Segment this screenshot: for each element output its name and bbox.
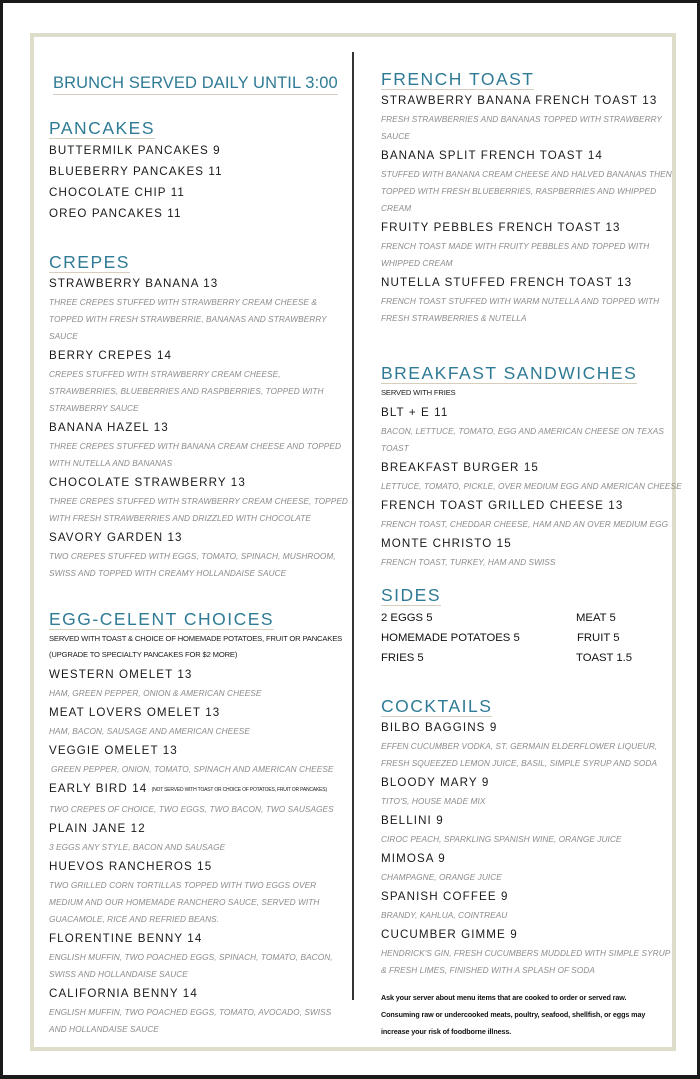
menu-item-description: FRENCH TOAST STUFFED WITH WARM NUTELLA AND TOPPED WITH FRESH STRAWBERRIES & NUTELLA (381, 296, 660, 323)
menu-item: CUCUMBER GIMME 9 (381, 928, 518, 941)
side-item: MEAT 5 (576, 612, 616, 624)
brunch-hours-title: BRUNCH SERVED DAILY UNTIL 3:00 (53, 73, 338, 95)
menu-item: BILBO BAGGINS 9 (381, 721, 498, 734)
menu-item-description: FRENCH TOAST, CHEDDAR CHEESE, HAM AND AN OVER MEDIUM EGG (381, 519, 669, 529)
menu-item-description: TWO CREPES OF CHOICE, TWO EGGS, TWO BACON, TWO SAUSAGES (49, 804, 334, 814)
menu-item: MONTE CHRISTO 15 (381, 537, 512, 550)
menu-item-description: CIROC PEACH, SPARKLING SPANISH WINE, ORANGE JUICE (381, 834, 622, 844)
menu-item-description: EFFEN CUCUMBER VODKA, ST. GERMAIN ELDERFLOWER LIQUEUR, FRESH SQUEEZED LEMON JUICE, BASIL, SIMPLE SYRUP AND SODA (381, 741, 658, 768)
section-note: (UPGRADE TO SPECIALTY PANCAKES FOR $2 MORE) (49, 650, 238, 659)
menu-item: STRAWBERRY BANANA FRENCH TOAST 13 (381, 94, 658, 107)
menu-item-description: BACON, LETTUCE, TOMATO, EGG AND AMERICAN CHEESE ON TEXAS TOAST (381, 426, 664, 453)
side-item: HOMEMADE POTATOES 5 (381, 632, 520, 644)
menu-item: SAVORY GARDEN 13 (49, 531, 183, 544)
menu-item-description: HAM, BACON, SAUSAGE AND AMERICAN CHEESE (49, 726, 250, 736)
menu-item: FRUITY PEBBLES FRENCH TOAST 13 (381, 221, 621, 234)
menu-item: BLT + E 11 (381, 406, 449, 419)
section-note: SERVED WITH TOAST & CHOICE OF HOMEMADE POTATOES, FRUIT OR PANCAKES (49, 634, 343, 643)
section-breakfast-sandwiches (381, 363, 682, 571)
section-sides (381, 585, 673, 668)
menu-item-description: HENDRICK'S GIN, FRESH CUCUMBERS MUDDLED WITH SIMPLE SYRUP & FRESH LIMES, FINISHED WITH A SPLASH OF SODA (381, 948, 671, 975)
side-item: FRIES 5 (381, 652, 424, 664)
menu-item-description: STUFFED WITH BANANA CREAM CHEESE AND HALVED BANANAS THEN TOPPED WITH FRESH BLUEBERRIES, RASPBERRIES AND WHIPPED CREAM (381, 169, 672, 213)
menu-item-description: THREE CREPES STUFFED WITH STRAWBERRY CREAM CHEESE, TOPPED WITH FRESH STRAWBERRIES AND DRIZZLED WITH CHOCOLATE (49, 496, 348, 523)
menu-item: BANANA SPLIT FRENCH TOAST 14 (381, 149, 603, 162)
menu-item: NUTELLA STUFFED FRENCH TOAST 13 (381, 276, 633, 289)
menu-item-description: FRENCH TOAST MADE WITH FRUITY PEBBLES AND TOPPED WITH WHIPPED CREAM (381, 241, 650, 268)
disclaimer-line: increase your risk of foodborne illness. (381, 1027, 512, 1036)
menu-item-description: GREEN PEPPER, ONION, TOMATO, SPINACH AND AMERICAN CHEESE (51, 764, 334, 774)
section-title: CREPES (49, 252, 130, 272)
section-french-toast (381, 69, 673, 327)
section-note: SERVED WITH FRIES (381, 388, 456, 397)
section-title: EGG-CELENT CHOICES (49, 609, 275, 629)
menu-item: BELLINI 9 (381, 814, 444, 827)
menu-item-description: TWO GRILLED CORN TORTILLAS TOPPED WITH TWO EGGS OVER MEDIUM AND OUR HOMEMADE RANCHERO SAUCE, SERVED WITH GUACAMOLE, RICE AND REFRIED BEANS. (49, 880, 320, 924)
section-title: BREAKFAST SANDWICHES (381, 363, 638, 383)
menu-item: MEAT LOVERS OMELET 13 (49, 706, 221, 719)
menu-item: SPANISH COFFEE 9 (381, 890, 509, 903)
side-item: TOAST 1.5 (576, 652, 633, 664)
menu-item: PLAIN JANE 12 (49, 822, 146, 835)
menu-item: BLUEBERRY PANCAKES 11 (49, 165, 223, 178)
menu-item-description: ENGLISH MUFFIN, TWO POACHED EGGS, SPINACH, TOMATO, BACON, SWISS AND HOLLANDAISE SAUCE (49, 952, 333, 979)
section-egg-celent-choices (49, 609, 349, 1038)
menu-item: CHOCOLATE CHIP 11 (49, 186, 185, 199)
sides-list (381, 608, 673, 668)
disclaimer-line: Ask your server about menu items that are cooked to order or served raw. (381, 993, 627, 1002)
menu-item: BLOODY MARY 9 (381, 776, 490, 789)
food-safety-disclaimer (381, 989, 673, 1040)
menu-item: OREO PANCAKES 11 (49, 207, 182, 220)
menu-item-description: BRANDY, KAHLUA, COINTREAU (381, 910, 508, 920)
menu-item: MIMOSA 9 (381, 852, 446, 865)
menu-item-description: CHAMPAGNE, ORANGE JUICE (381, 872, 502, 882)
menu-item: VEGGIE OMELET 13 (49, 744, 178, 757)
menu-item: BREAKFAST BURGER 15 (381, 461, 539, 474)
menu-item-description: 3 EGGS ANY STYLE, BACON AND SAUSAGE (49, 842, 226, 852)
menu-item: WESTERN OMELET 13 (49, 668, 193, 681)
column-divider (352, 52, 354, 1000)
menu-item-description: THREE CREPES STUFFED WITH BANANA CREAM CHEESE AND TOPPED WITH NUTELLA AND BANANAS (49, 441, 341, 468)
menu-item: CALIFORNIA BENNY 14 (49, 987, 198, 1000)
menu-item-description: FRENCH TOAST, TURKEY, HAM AND SWISS (381, 557, 556, 567)
section-title: SIDES (381, 585, 442, 605)
side-item: 2 EGGS 5 (381, 612, 433, 624)
menu-item-description: TITO'S, HOUSE MADE MIX (381, 796, 486, 806)
section-crepes (49, 252, 349, 582)
section-pancakes (49, 118, 349, 224)
menu-item: BERRY CREPES 14 (49, 349, 173, 362)
menu-item: HUEVOS RANCHEROS 15 (49, 860, 213, 873)
right-column (381, 69, 682, 1040)
menu-item-description: HAM, GREEN PEPPER, ONION & AMERICAN CHEESE (49, 688, 262, 698)
left-column (49, 73, 349, 1038)
menu-item: STRAWBERRY BANANA 13 (49, 277, 219, 290)
menu-item-name: EARLY BIRD 14 (49, 782, 148, 795)
menu-item: CHOCOLATE STRAWBERRY 13 (49, 476, 246, 489)
side-item: FRUIT 5 (577, 632, 620, 644)
menu-item-note: (NOT SERVED WITH TOAST OR CHOICE OF POTATOES, FRUIT OR PANCAKES) (151, 787, 327, 793)
menu-item: BUTTERMILK PANCAKES 9 (49, 144, 221, 157)
menu-item-description: THREE CREPES STUFFED WITH STRAWBERRY CREAM CHEESE & TOPPED WITH FRESH STRAWBERRIE, BANANAS AND STRAWBERRY SAUCE (49, 297, 327, 341)
menu-item-description: FRESH STRAWBERRIES AND BANANAS TOPPED WITH STRAWBERRY SAUCE (381, 114, 662, 141)
menu-item-description: TWO CREPES STUFFED WITH EGGS, TOMATO, SPINACH, MUSHROOM, SWISS AND TOPPED WITH CREAMY HOLLANDAISE SAUCE (49, 551, 336, 578)
section-title: FRENCH TOAST (381, 69, 535, 89)
menu-item: BANANA HAZEL 13 (49, 421, 169, 434)
menu-item (49, 778, 349, 801)
menu-item-description: CREPES STUFFED WITH STRAWBERRY CREAM CHEESE, STRAWBERRIES, BLUEBERRIES AND RASPBERRIES, TOPPED WITH STRAWBERRY SAUCE (49, 369, 324, 413)
menu-item: FRENCH TOAST GRILLED CHEESE 13 (381, 499, 624, 512)
menu-item-description: LETTUCE, TOMATO, PICKLE, OVER MEDIUM EGG AND AMERICAN CHEESE (381, 481, 682, 491)
disclaimer-line: Consuming raw or undercooked meats, poultry, seafood, shellfish, or eggs may (381, 1010, 646, 1019)
section-title: COCKTAILS (381, 696, 493, 716)
section-cocktails (381, 696, 673, 979)
menu-item-description: ENGLISH MUFFIN, TWO POACHED EGGS, TOMATO, AVOCADO, SWISS AND HOLLANDAISE SAUCE (49, 1007, 332, 1034)
section-title: PANCAKES (49, 118, 156, 138)
menu-item: FLORENTINE BENNY 14 (49, 932, 203, 945)
